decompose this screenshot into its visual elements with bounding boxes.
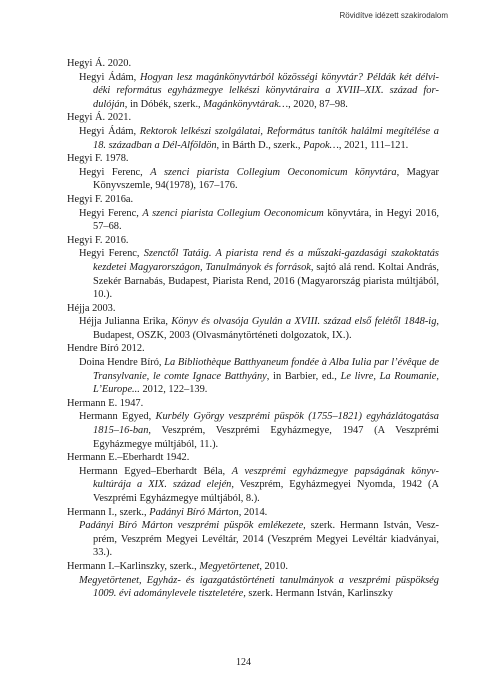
bib-entry-reference <box>67 315 439 342</box>
bib-title-segment: Szenctől Tatáig. A piarista rend és a műszaki-gazdasági szakoktatás kezdetei Magyarországon, Tanulmányok és források, <box>93 248 439 273</box>
bib-text-segment: Hermann Egyed–Eberhardt Béla, <box>79 465 232 477</box>
bib-entry-reference <box>67 356 439 397</box>
bib-text-segment: Hegyi Ferenc, <box>79 207 143 219</box>
bib-title-segment: A szenci piarista Collegium Oeconomicum <box>142 207 324 219</box>
bib-entry-key: Hermann E. 1947. <box>67 397 144 409</box>
page-number: 124 <box>236 657 251 668</box>
bib-entry <box>67 560 439 601</box>
bib-entry-reference <box>67 207 439 234</box>
bib-entry <box>67 302 439 343</box>
bib-title-segment: Hogyan lesz magánkönyvtárból közösségi könyvtár? Példák két délvidéki református egyházmegye lelkészi könyvtáraira a XVIII–XIX. század fordulóján <box>93 71 439 110</box>
bib-entry-key: Hegyi F. 2016a. <box>67 193 134 205</box>
bib-entry-reference <box>67 125 439 152</box>
bib-text-segment: Hegyi Ferenc, <box>79 248 144 260</box>
bib-title-segment: Papok… <box>303 139 339 151</box>
bib-entry-reference <box>67 410 439 451</box>
bib-entry-reference <box>67 71 439 112</box>
bib-entry-key: Hegyi Á. 2021. <box>67 112 132 124</box>
bib-entry <box>67 111 439 152</box>
bib-text-segment: , 2021, 111–121. <box>338 139 409 151</box>
bib-entry <box>67 451 439 505</box>
bib-text-segment: , Budapest, OSZK, 2003 (Olvasmánytörténeti dolgozatok, IX.). <box>93 316 439 341</box>
bib-title-segment: Kurbély György veszprémi püspök (1755–1821) egyházlátogatása 1815–16-ban <box>93 411 439 437</box>
bib-entry-key: Hermann I., szerk., Padányi Bíró Márton, 2014. <box>67 506 268 518</box>
bib-text-segment: , in Dóbék, szerk., <box>124 98 204 110</box>
bib-entry-key: Hegyi Á. 2020. <box>67 58 132 69</box>
bib-entry <box>67 193 439 234</box>
bib-entry-key: Hegyi F. 1978. <box>67 153 129 165</box>
bib-entry-reference <box>67 519 439 560</box>
bib-entry <box>67 234 439 302</box>
bib-title-segment: A veszprémi egyházmegye papságának könyvkultúrája a XIX. század elején <box>93 465 440 491</box>
bib-title-segment: La Bibliothèque Batthyaneum fondée à Alba Iulia par l’évêque de Transylvanie, le comte Ignace Batthyány <box>93 357 439 382</box>
bib-title-segment: Magánkönyvtárak… <box>203 98 289 110</box>
bib-text-segment: sajtó alá rend. Koltai András, Szekér Barnabás, Budapest, Piarista Rend, 2016 (Magyarország piarista múltjából, 10.). <box>93 261 439 301</box>
bib-entry-key: Hegyi F. 2016. <box>67 234 129 246</box>
bib-title-segment: Padányi Bíró Márton veszprémi püspök emlékezete, <box>79 520 306 532</box>
bib-entry <box>67 506 439 560</box>
bib-title-segment: Rektorok lelkészi szolgálatai, Református tanítók halálmi megítélése a 18. században a Dél-Alföldön <box>93 125 439 151</box>
bib-text-segment: , 2020, 87–98. <box>288 98 348 110</box>
bib-text-segment: szerk. Hermann István, Karlinszky <box>245 588 393 600</box>
bib-text-segment: könyvtára, in Hegyi 2016, 57–68. <box>93 207 439 233</box>
bib-entry-reference <box>67 247 439 301</box>
bib-entry-key: Hermann E.–Eberhardt 1942. <box>67 452 190 464</box>
bib-entry-reference <box>67 574 439 601</box>
bib-text-segment: , Magyar Könyvszemle, 94(1978), 167–176. <box>93 166 439 192</box>
bib-entry <box>67 57 439 111</box>
bib-entry-key: Hermann I.–Karlinszky, szerk., Megyetörtenet, 2010. <box>67 560 288 572</box>
bib-text-segment: Hegyi Ádám, <box>79 71 140 83</box>
bib-entry-reference <box>67 465 439 506</box>
bib-title-segment: Könyv és olvasója Gyulán a XVIII. század első felétől 1848-ig <box>171 316 437 328</box>
bib-entry <box>67 342 439 396</box>
bib-text-segment: , Veszprém, Egyházmegyei Nyomda, 1942 (A Veszprémi Egyházmegye múltjából, 8.). <box>93 479 439 504</box>
bib-text-segment: szerk. Hermann István, Veszprém, Veszprém Megyei Levéltár, 2014 (Veszprém Megyei Levéltár kiadványai, 33.). <box>93 520 439 559</box>
bib-text-segment: Hegyi Ádám, <box>79 125 140 137</box>
bibliography <box>67 57 439 601</box>
bib-entry <box>67 397 439 451</box>
bib-text-segment: Hermann Egyed, <box>79 411 156 423</box>
bib-text-segment: , in Barbier, ed., <box>266 370 341 382</box>
bib-text-segment: , in Bárth D., szerk., <box>216 139 304 151</box>
bib-text-segment: , Veszprém, Veszprémi Egyházmegye, 1947 (A Veszprémi Egyházmegye múltjából, 11.). <box>93 425 439 450</box>
running-head: Rövidítve idézett szakirodalom <box>339 11 448 20</box>
bib-entry-key: Hendre Bíró 2012. <box>67 343 145 355</box>
bib-entry-key: Héjja 2003. <box>67 302 116 314</box>
bib-title-segment: Le livre, La Roumanie, L’Europe... <box>93 370 440 396</box>
bib-text-segment: Doina Hendre Bíró, <box>79 357 165 369</box>
bib-entry-reference <box>67 166 439 193</box>
bib-title-segment: A szenci piarista Collegium Oeconomicum könyvtára <box>150 166 397 178</box>
bib-text-segment: Héjja Julianna Erika, <box>79 316 172 328</box>
bib-entry <box>67 152 439 193</box>
bib-text-segment: 2012, 122–139. <box>139 384 208 396</box>
bib-title-segment: Megyetörtenet, Egyház- és igazgatástörténeti tanulmányok a veszprémi püspökség 1009. évi adománylevele tiszteletére, <box>79 574 439 600</box>
bib-text-segment: Hegyi Ferenc, <box>79 166 151 178</box>
